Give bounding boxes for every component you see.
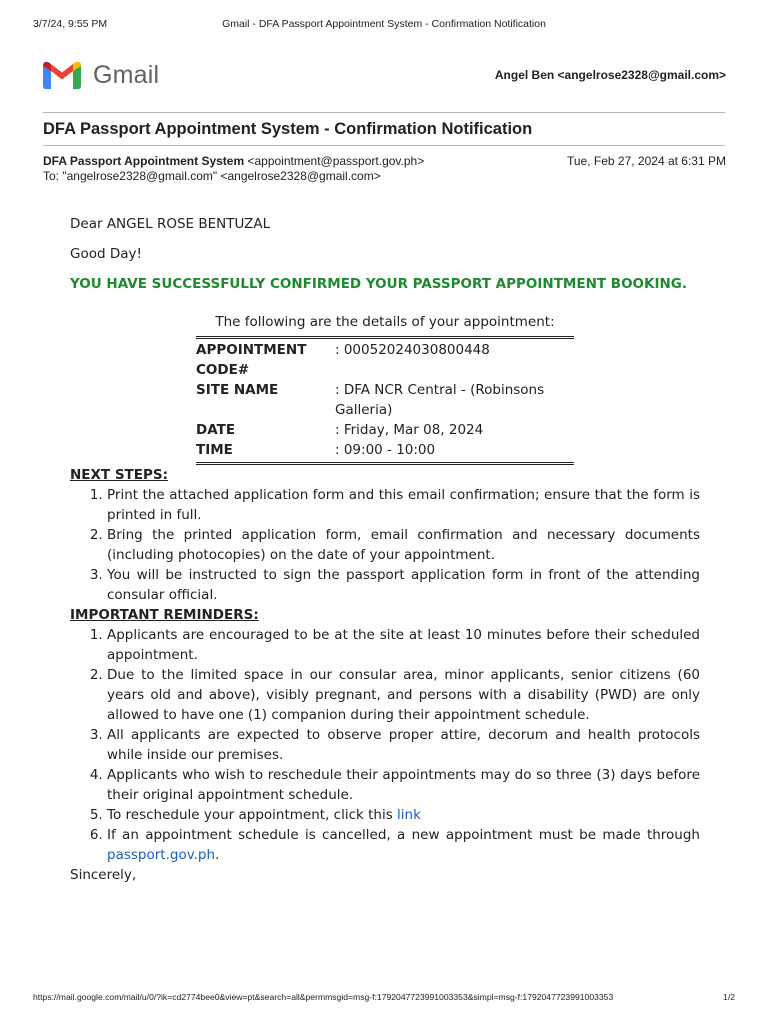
- detail-label: SITE NAME: [196, 382, 279, 398]
- reminders-heading: IMPORTANT REMINDERS:: [70, 607, 259, 623]
- confirmation-message: YOU HAVE SUCCESSFULLY CONFIRMED YOUR PASSPORT APPOINTMENT BOOKING.: [70, 276, 688, 292]
- print-header: [33, 18, 735, 32]
- subject-divider: [43, 145, 725, 146]
- closing: Sincerely,: [70, 867, 137, 883]
- page-number: 1/2: [723, 992, 735, 1002]
- detail-row: [196, 380, 574, 420]
- email-body: [70, 214, 700, 885]
- sender-name: DFA Passport Appointment System: [43, 154, 245, 168]
- reminder-text-end: .: [215, 847, 220, 863]
- list-item: 3. You will be instructed to sign the passport application form in front of the attending consular official.: [107, 565, 700, 605]
- detail-label: DATE: [196, 422, 236, 438]
- print-datetime: 3/7/24, 9:55 PM: [33, 18, 108, 30]
- greeting: Dear ANGEL ROSE BENTUZAL: [70, 216, 271, 232]
- good-day-line: Good Day!: [70, 246, 142, 262]
- list-item: [107, 825, 700, 865]
- detail-value: : Friday, Mar 08, 2024: [335, 422, 484, 438]
- header-divider: [43, 112, 725, 113]
- list-item: 1. Print the attached application form and this email confirmation; ensure that the form is printed in full.: [107, 485, 700, 525]
- detail-label: TIME: [196, 442, 233, 458]
- gmail-wordmark: Gmail: [93, 60, 160, 89]
- passport-site-link[interactable]: passport.gov.ph: [107, 847, 216, 863]
- list-item: 2. Bring the printed application form, email confirmation and necessary documents (including photocopies) on the date of your appointment.: [107, 525, 700, 565]
- print-footer: [33, 992, 735, 1002]
- list-item: 1. Applicants are encouraged to be at the site at least 10 minutes before their scheduled appointment.: [107, 625, 700, 665]
- detail-label: APPOINTMENT CODE#: [196, 342, 307, 378]
- reschedule-link[interactable]: link: [397, 807, 421, 823]
- detail-value: : 00052024030800448: [335, 342, 490, 358]
- reminder-text: If an appointment schedule is cancelled, a new appointment must be made through: [107, 827, 700, 843]
- email-recipient: To: "angelrose2328@gmail.com" <angelrose2328@gmail.com>: [43, 169, 381, 183]
- list-item: 2. Due to the limited space in our consular area, minor applicants, senior citizens (60 years old and above), visibly pregnant, and persons with a disability (PWD) are only allowed to have one (1) companion during their appointment schedule.: [107, 665, 700, 725]
- detail-value: : DFA NCR Central - (Robinsons Galleria): [335, 382, 545, 418]
- list-item: 4. Applicants who wish to reschedule their appointments may do so three (3) days before their original appointment schedule.: [107, 765, 700, 805]
- gmail-m-icon: [43, 60, 81, 90]
- list-item: [107, 805, 700, 825]
- detail-row: [196, 440, 574, 460]
- detail-value: : 09:00 - 10:00: [335, 442, 436, 458]
- account-identity: Angel Ben <angelrose2328@gmail.com>: [494, 68, 726, 82]
- details-intro: The following are the details of your appointment:: [215, 314, 555, 330]
- next-steps-list: [70, 485, 700, 605]
- detail-row: [196, 420, 574, 440]
- list-item: 3. All applicants are expected to observe proper attire, decorum and health protocols while inside our premises.: [107, 725, 700, 765]
- next-steps-heading: NEXT STEPS:: [70, 467, 169, 483]
- email-date: Tue, Feb 27, 2024 at 6:31 PM: [567, 154, 726, 168]
- sender-address: <appointment@passport.gov.ph>: [244, 154, 425, 168]
- gmail-logo: [43, 58, 159, 92]
- email-subject: DFA Passport Appointment System - Confirmation Notification: [43, 120, 533, 138]
- email-meta: [43, 154, 726, 183]
- reminder-text: To reschedule your appointment, click this: [107, 807, 398, 823]
- appointment-details-table: [196, 336, 574, 465]
- print-url: https://mail.google.com/mail/u/0/?ik=cd2774bee0&view=pt&search=all&permmsgid=msg-f:1792047723991003353&simpl=msg-f:1792047723991003353: [33, 992, 614, 1002]
- reminders-list: [70, 625, 700, 865]
- print-title: Gmail - DFA Passport Appointment System - Confirmation Notification: [222, 18, 546, 30]
- detail-row: [196, 340, 574, 380]
